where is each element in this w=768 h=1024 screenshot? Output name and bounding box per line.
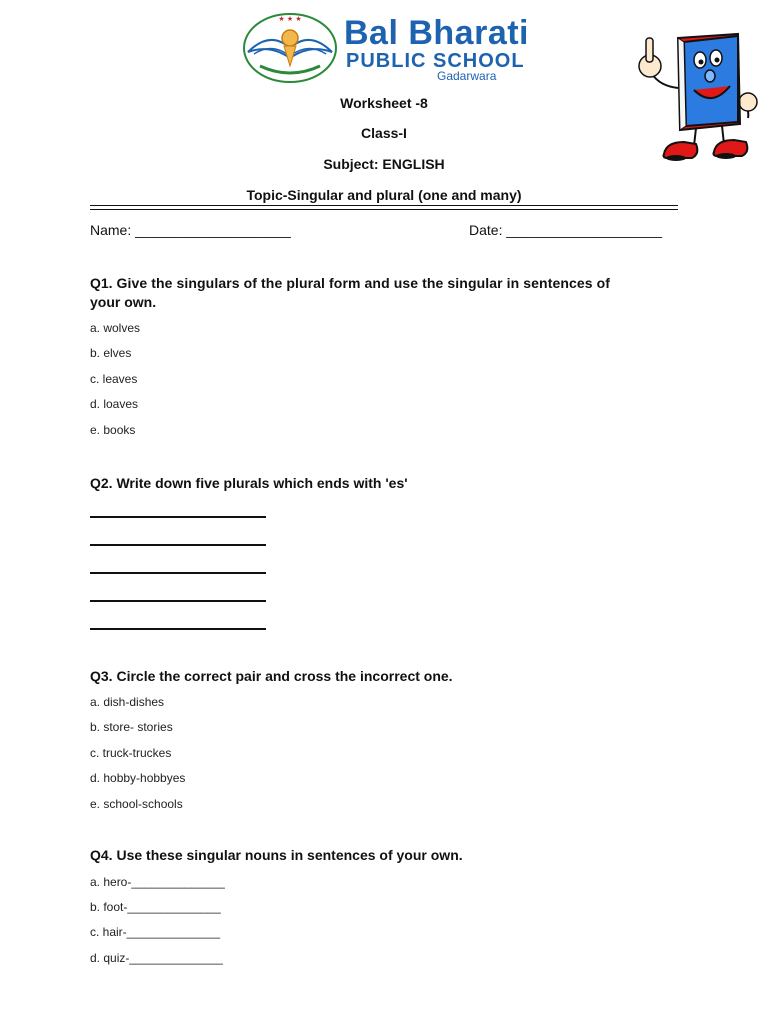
q2-answer-line-3[interactable] xyxy=(90,572,266,574)
q2-answer-line-1[interactable] xyxy=(90,516,266,518)
q3-item-d: d. hobby-hobbyes xyxy=(90,771,186,785)
school-name: Bal Bharati xyxy=(344,14,529,52)
divider-bottom xyxy=(90,209,678,210)
q4-item-b[interactable]: b. foot-______________ xyxy=(90,900,221,914)
school-type: PUBLIC SCHOOL xyxy=(346,50,525,72)
question-2: Q2. Write down five plurals which ends with 'es' xyxy=(90,475,408,491)
question-1-text-cont: your own. xyxy=(90,294,157,310)
question-3: Q3. Circle the correct pair and cross the incorrect one. xyxy=(90,668,453,684)
question-1-text: Give the singulars of the plural form and use the singular in sentences of xyxy=(116,275,611,291)
q1-item-a: a. wolves xyxy=(90,321,141,335)
topic-label: Topic-Singular and plural (one and many) xyxy=(246,187,522,203)
q4-item-c[interactable]: c. hair-______________ xyxy=(90,925,221,939)
date-field[interactable]: Date: ____________________ xyxy=(469,222,663,238)
divider-top xyxy=(90,205,678,206)
subject-label: Subject: ENGLISH xyxy=(323,156,445,172)
q3-item-b: b. store- stories xyxy=(90,720,173,734)
school-town: Gadarwara xyxy=(437,69,497,83)
worksheet-number: Worksheet -8 xyxy=(340,95,428,111)
q3-item-c: c. truck-truckes xyxy=(90,746,172,760)
q4-item-d[interactable]: d. quiz-______________ xyxy=(90,951,223,965)
school-logo xyxy=(240,8,529,86)
q1-item-d: d. loaves xyxy=(90,397,139,411)
q3-item-a: a. dish-dishes xyxy=(90,695,165,709)
name-field[interactable]: Name: ____________________ xyxy=(90,222,291,238)
q2-answer-line-5[interactable] xyxy=(90,628,266,630)
q2-answer-line-4[interactable] xyxy=(90,600,266,602)
q1-item-c: c. leaves xyxy=(90,372,138,386)
q1-item-b: b. elves xyxy=(90,346,132,360)
q4-item-a[interactable]: a. hero-______________ xyxy=(90,875,225,889)
question-1 xyxy=(90,275,610,291)
class-label: Class-I xyxy=(361,125,407,141)
q3-item-e: e. school-schools xyxy=(90,797,183,811)
q1-item-e: e. books xyxy=(90,423,136,437)
winged-emblem-icon xyxy=(240,8,340,86)
question-1-number: Q1. xyxy=(90,275,113,291)
svg-text:★ ★ ★: ★ ★ ★ xyxy=(278,15,302,23)
q2-answer-line-2[interactable] xyxy=(90,544,266,546)
question-4: Q4. Use these singular nouns in sentences of your own. xyxy=(90,847,463,863)
